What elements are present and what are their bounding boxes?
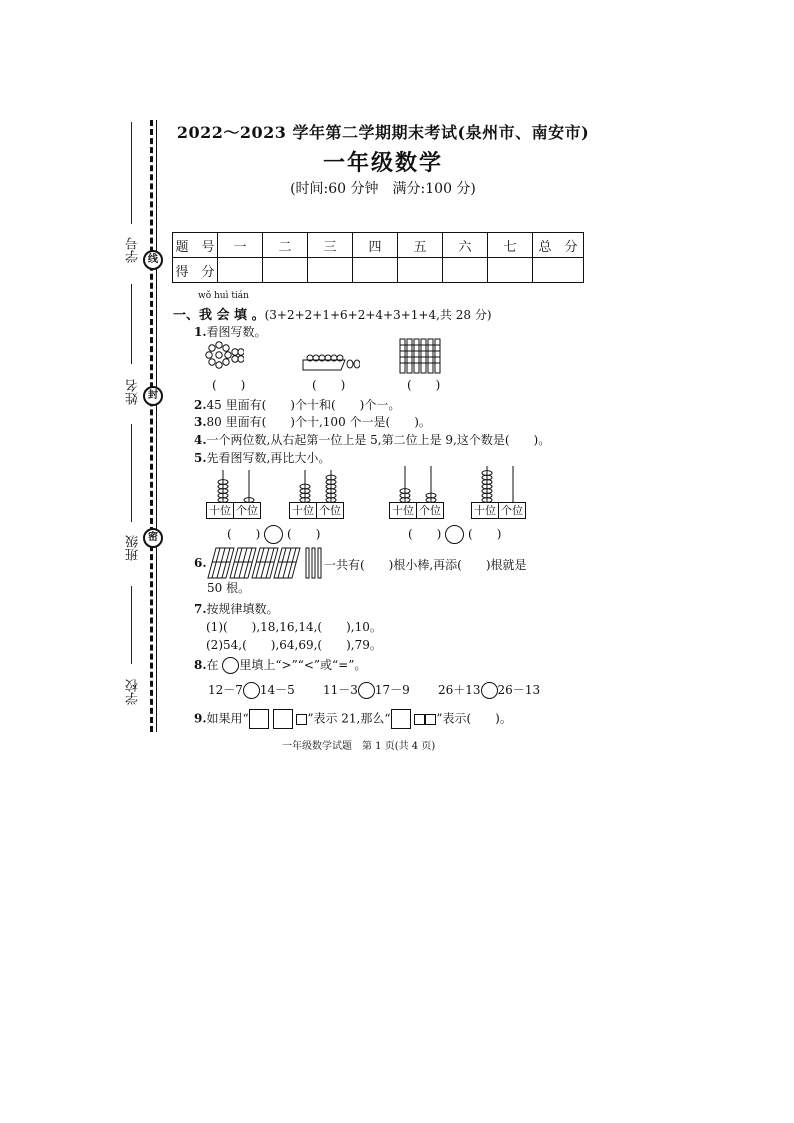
section1-pinyin: wǒ huì tián: [198, 291, 249, 301]
compare-item: [323, 681, 410, 699]
answer-blank[interactable]: ( ): [312, 378, 346, 392]
place-value-box: [471, 502, 526, 519]
compare-circle[interactable]: [481, 682, 498, 699]
place-value-box: [389, 502, 444, 519]
question-number: 8.: [194, 658, 207, 672]
score-cell: 六: [443, 233, 488, 258]
score-cell: 三: [308, 233, 353, 258]
question-9: [194, 709, 512, 729]
seal-mark-feng: 封: [143, 386, 163, 406]
score-input-cell[interactable]: [353, 258, 398, 283]
expression-right: 17－9: [374, 683, 410, 697]
question-number: 5.: [194, 451, 207, 465]
expression-left: 11－3: [323, 683, 358, 697]
section1-points: (3+2+2+1+6+2+4+3+1+4,共 28 分): [264, 308, 492, 322]
abacus-picture: [208, 470, 262, 502]
binding-label-student-id: 学号: [126, 237, 141, 263]
question-number: 3.: [194, 415, 207, 429]
compare-circle[interactable]: [358, 682, 375, 699]
abacus-picture: [290, 470, 344, 502]
binding-label-school: 学校: [126, 679, 141, 705]
question-number: 2.: [194, 398, 207, 412]
score-input-cell[interactable]: [308, 258, 353, 283]
score-cell: 四: [353, 233, 398, 258]
question-number: 6.: [194, 556, 207, 570]
seal-mark-xian: 线: [143, 250, 163, 270]
question-text: ”表示( )。: [436, 711, 512, 726]
score-input-cell[interactable]: [533, 258, 584, 283]
seal-mark-mi: 密: [143, 528, 163, 548]
question-4: [194, 431, 550, 448]
section1-title: 一、我 会 填 。: [173, 308, 265, 323]
sequence-line-1: (1)( ),18,16,14,( ),10。: [206, 620, 382, 634]
question-text: 80 里面有( )个十,100 个一是( )。: [206, 415, 431, 429]
seal-solid-line: [156, 120, 157, 732]
question-text: 如果用“: [206, 711, 249, 726]
question-7: [194, 600, 279, 617]
ones-label: 个位: [319, 504, 341, 517]
binding-label-class: 班级: [126, 535, 141, 561]
answer-blank[interactable]: ( ): [287, 527, 321, 541]
section1-heading: [173, 304, 492, 323]
ones-label: 个位: [236, 504, 258, 517]
question-text: 看图写数。: [206, 325, 267, 339]
tens-label: 十位: [472, 503, 499, 518]
question-text: 先看图写数,再比大小。: [206, 451, 331, 465]
question-3: [194, 413, 431, 430]
answer-blank[interactable]: ( ): [407, 378, 441, 392]
score-table-score-row: [173, 258, 584, 283]
compare-circle[interactable]: [445, 525, 464, 544]
score-table: [172, 232, 584, 283]
tens-label: 十位: [390, 503, 417, 518]
compare-row-1: [227, 525, 320, 544]
binding-line: [131, 586, 132, 664]
tens-label: 十位: [290, 503, 317, 518]
compare-row-2: [408, 525, 501, 544]
question-5: [194, 449, 330, 466]
expression-left: 26＋13: [438, 683, 481, 697]
score-table-header-row: [173, 233, 584, 258]
question-number: 9.: [194, 711, 207, 726]
time-info: (时间:60 分钟 满分:100 分): [290, 181, 476, 197]
compare-item: [438, 681, 540, 699]
small-square-icon: [414, 714, 425, 725]
subject-title: 一年级数学: [322, 150, 443, 176]
answer-blank[interactable]: ( ): [408, 527, 442, 541]
score-input-cell[interactable]: [398, 258, 443, 283]
question-text-continued: 50 根。: [207, 581, 251, 595]
compare-circle[interactable]: [243, 682, 260, 699]
question-text: 一共有( )根小棒,再添( )根就是: [324, 558, 527, 572]
small-square-icon: [425, 714, 436, 725]
question-number: 4.: [194, 433, 207, 447]
question-number: 1.: [194, 325, 207, 339]
score-input-cell[interactable]: [263, 258, 308, 283]
score-input-cell[interactable]: [443, 258, 488, 283]
expression-left: 12－7: [208, 683, 243, 697]
question-number: 7.: [194, 602, 207, 616]
place-value-box: [206, 502, 261, 519]
binding-label-name: 姓名: [126, 379, 141, 405]
ones-label: 个位: [501, 504, 523, 517]
score-cell: 七: [488, 233, 533, 258]
question-8: [194, 656, 366, 674]
small-square-icon: [296, 714, 307, 725]
answer-blank[interactable]: ( ): [227, 527, 261, 541]
score-input-cell[interactable]: [218, 258, 263, 283]
binding-line: [131, 424, 132, 522]
circle-symbol-icon: [222, 657, 239, 674]
compare-circle[interactable]: [264, 525, 283, 544]
egg-tray-picture: [300, 350, 360, 374]
ones-label: 个位: [419, 504, 441, 517]
answer-blank[interactable]: ( ): [468, 527, 502, 541]
binding-line: [131, 122, 132, 224]
abacus-picture: [472, 466, 526, 502]
answer-blank[interactable]: ( ): [212, 378, 246, 392]
compare-item: [208, 681, 295, 699]
score-cell: 五: [398, 233, 443, 258]
stick-bundles-picture: [206, 546, 322, 580]
score-cell: 得 分: [173, 258, 218, 283]
place-value-box: [289, 502, 344, 519]
big-square-icon: [391, 709, 411, 729]
abacus-picture: [390, 466, 444, 502]
page-footer: 一年级数学试题 第 1 页(共 4 页): [282, 741, 436, 752]
question-text: 45 里面有( )个十和( )个一。: [206, 398, 401, 412]
question-1: [194, 323, 267, 340]
big-square-icon: [273, 709, 293, 729]
expression-right: 14－5: [259, 683, 295, 697]
question-2: [194, 396, 400, 413]
question-text: 一个两位数,从右起第一位上是 5,第二位上是 9,这个数是( )。: [206, 433, 551, 447]
question-text: 里填上“>”“<”或“=”。: [239, 658, 367, 672]
question-text: ”表示 21,那么“: [307, 711, 391, 726]
score-cell: 总 分: [533, 233, 584, 258]
binding-line: [131, 284, 132, 364]
score-cell: 题 号: [173, 233, 218, 258]
expression-right: 26－13: [497, 683, 541, 697]
tens-label: 十位: [207, 503, 234, 518]
question-text: 按规律填数。: [206, 602, 279, 616]
score-cell: 一: [218, 233, 263, 258]
score-cell: 二: [263, 233, 308, 258]
question-text: 在: [206, 658, 219, 672]
sequence-line-2: (2)54,( ),64,69,( ),79。: [206, 638, 382, 652]
big-square-icon: [249, 709, 269, 729]
exam-title: 2022～2023 学年第二学期期末考试(泉州市、南安市): [176, 123, 590, 142]
score-input-cell[interactable]: [488, 258, 533, 283]
beads-picture: [204, 340, 244, 374]
stick-bundles-picture: [398, 337, 446, 375]
